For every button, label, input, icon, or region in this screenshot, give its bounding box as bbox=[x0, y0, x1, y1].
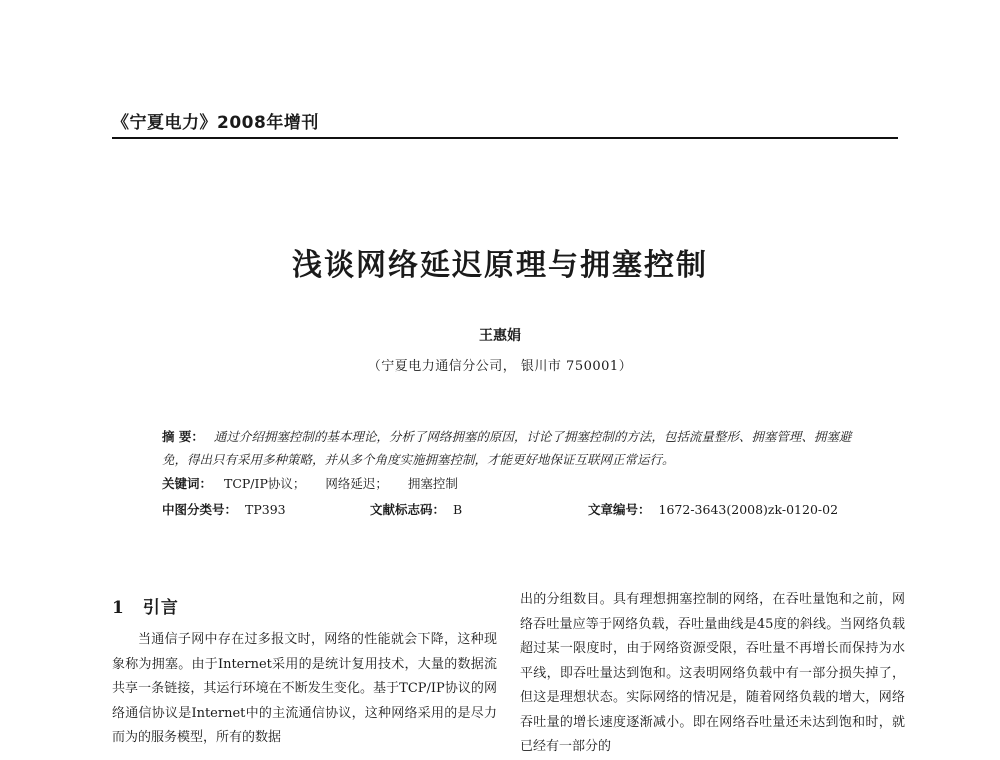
abstract-label: 摘 要： bbox=[162, 429, 204, 444]
journal-header: 《宁夏电力》2008年增刊 bbox=[112, 113, 319, 133]
doc-code-label: 文献标志码： bbox=[370, 502, 446, 517]
article-number-value: 1672-3643(2008)zk-0120-02 bbox=[658, 502, 839, 517]
section-number: 1 bbox=[112, 598, 125, 618]
article-number-label: 文章编号： bbox=[588, 502, 651, 517]
header-rule bbox=[112, 137, 898, 139]
body-column-left bbox=[112, 628, 497, 751]
author-affiliation: （宁夏电力通信分公司， 银川市 750001） bbox=[367, 359, 633, 374]
author-name: 王惠娟 bbox=[479, 328, 521, 344]
section-heading bbox=[112, 593, 179, 618]
paper-title: 浅谈网络延迟原理与拥塞控制 bbox=[292, 248, 708, 283]
keyword-item: 网络延迟； bbox=[325, 476, 388, 491]
body-paragraph: 出的分组数目。具有理想拥塞控制的网络，在吞吐量饱和之前，网络吞吐量应等于网络负载，吞吐量曲线是45度的斜线。当网络负载超过某一限度时，由于网络资源受限，吞吐量不再增长而保持为水平线，即吞吐量达到饱和。这表明网络负载中有一部分损失掉了，但这是理想状态。实际网络的情况是，随着网络负载的增大，网络吞吐量的增长速度逐渐减小。即在网络吞吐量还未达到饱和时，就已经有一部分的 bbox=[520, 592, 905, 754]
article-number bbox=[588, 500, 838, 518]
abstract bbox=[162, 425, 862, 471]
keyword-item: 拥塞控制 bbox=[407, 476, 458, 491]
clc-number bbox=[162, 500, 286, 518]
keywords bbox=[162, 474, 862, 492]
doc-code-value: B bbox=[453, 502, 463, 517]
abstract-text: 通过介绍拥塞控制的基本理论，分析了网络拥塞的原因，讨论了拥塞控制的方法，包括流量整形、拥塞管理、拥塞避免，得出只有采用多种策略，并从多个角度实施拥塞控制，才能更好地保证互联网正常运行。 bbox=[162, 429, 852, 467]
keyword-item: TCP/IP协议； bbox=[224, 476, 306, 491]
body-column-right bbox=[520, 588, 905, 760]
body-paragraph: 当通信子网中存在过多报文时，网络的性能就会下降，这种现象称为拥塞。由于Internet采用的是统计复用技术，大量的数据流共享一条链接，其运行环境在不断发生变化。基于TCP/IP协议的网络通信协议是Internet中的主流通信协议，这种网络采用的是尽力而为的服务模型，所有的数据 bbox=[112, 632, 497, 745]
clc-value: TP393 bbox=[245, 502, 286, 517]
clc-label: 中图分类号： bbox=[162, 502, 238, 517]
section-title: 引言 bbox=[142, 598, 179, 618]
document-code bbox=[370, 500, 462, 518]
keywords-label: 关键词： bbox=[162, 476, 213, 491]
